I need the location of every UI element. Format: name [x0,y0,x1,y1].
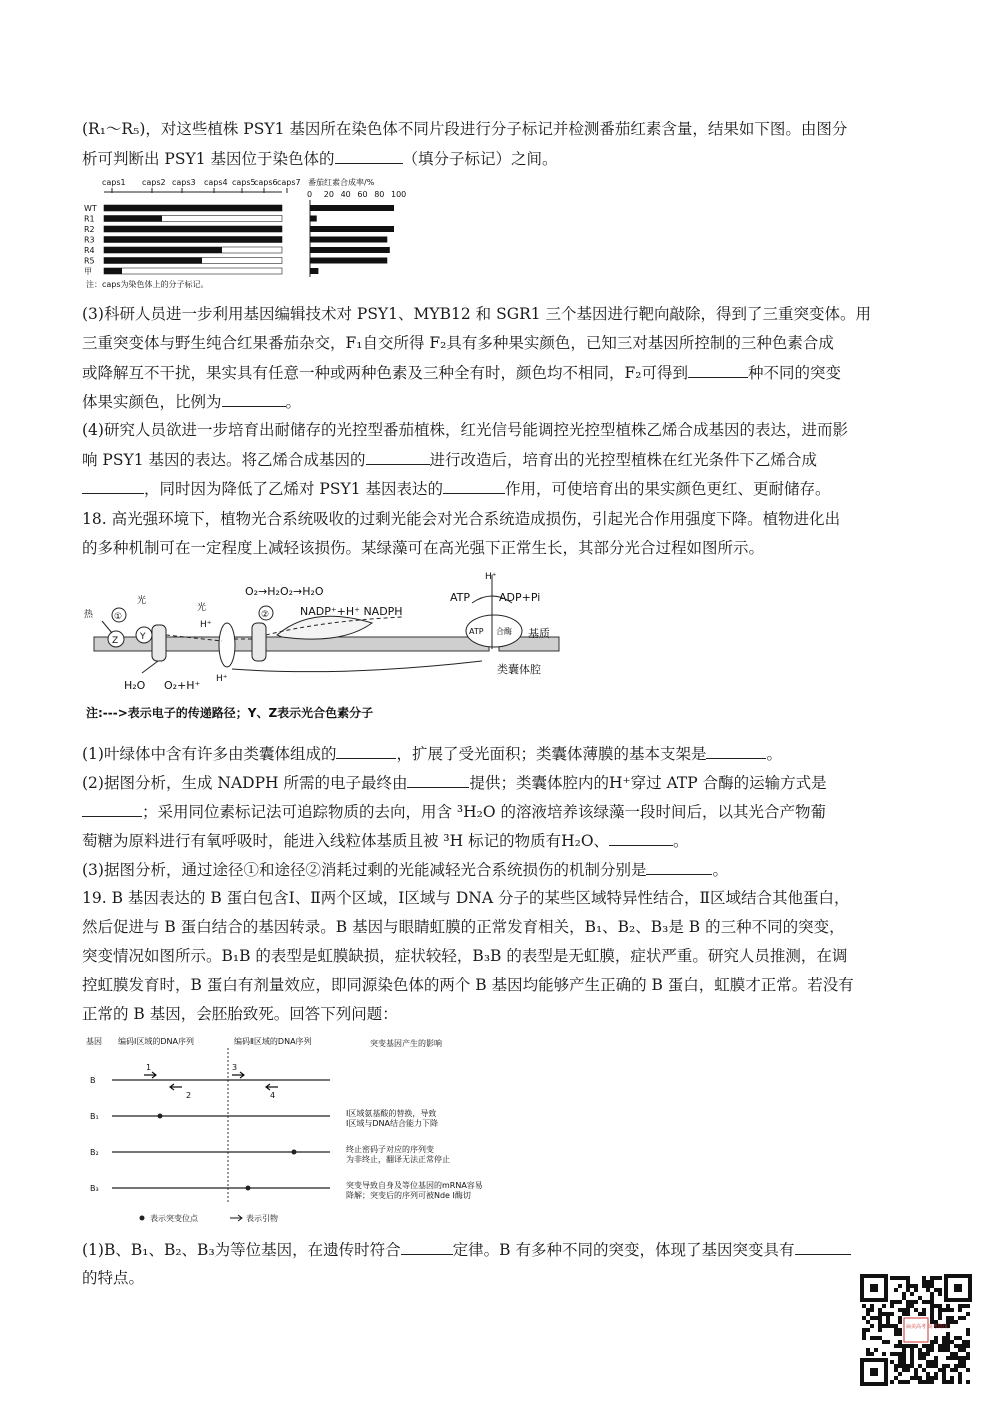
q18-2-line: ；采用同位素标记法可追踪物质的去向，用含 ³H₂O 的溶液培养该绿藻一段时间后，以其光合产物葡 [82,800,912,823]
header-region-1: 编码Ⅰ区域的DNA序列 [118,1037,194,1046]
q18-1-line: (1)叶绿体中含有许多由类囊体组成的 ，扩展了受光面积；类囊体薄膜的基本支架是 。 [82,742,912,765]
heat-label: 热 [84,610,94,620]
thylakoid-diagram [82,565,582,725]
axis-tick: 20 [323,190,334,199]
answer-blank[interactable] [795,1238,851,1255]
q17-4-line: ，同时因为降低了乙烯对 PSY1 基因表达的 作用，可使培育出的果实颜色更红、更耐储存。 [82,477,912,500]
chromosome-fill [104,237,282,243]
q17-3-line: (3)科研人员进一步利用基因编辑技术对 PSY1、MYB12 和 SGR1 三个基因进行靶向敲除，得到了三重突变体。用 [82,305,872,323]
effect-b1: Ⅰ区域与DNA结合能力下降 [346,1119,438,1128]
row-label: R4 [84,246,95,255]
svg-text:4: 4 [270,1091,276,1100]
marker-label: caps5 [232,178,256,187]
q17-3-line: 或降解互不干扰，果实具有任意一种或两种色素及三种全有时，颜色均不相同，F₂可得到 种不同的突变 [82,361,912,384]
q18-stem: 的多种机制可在一定程度上减轻该损伤。某绿藻可在高光强下正常生长，其部分光合过程如图所示。 [82,539,765,557]
marker-label: caps1 [102,178,126,187]
legend-point: 表示突变位点 [150,1214,198,1223]
svg-text:Y: Y [140,632,146,642]
q19-stem: 突变情况如图所示。B₁B 的表型是虹膜缺损，症状较轻，B₃B 的表型是无虹膜，症状严重。研究人员推测，在调 [82,947,848,965]
marker-label: caps2 [142,178,166,187]
light-label: 光 [137,596,147,606]
chromosome-fill [104,268,122,274]
cytochrome-protein [219,623,235,667]
effect-b3: 降解；突变后的序列可被Nde Ⅰ酶切 [346,1191,471,1200]
row-label: R1 [84,214,95,224]
atp-label: ATP [450,591,471,604]
answer-blank[interactable] [646,858,712,875]
axis-tick: 100 [391,190,407,199]
q18-3-line: (3)据图分析，通过途径①和途径②消耗过剩的光能减轻光合系统损伤的机制分别是 。 [82,858,912,881]
lumen-label: 类囊体腔 [497,663,541,676]
axis-tick: 80 [374,190,385,199]
rate-bar [310,205,394,211]
marker-label: caps3 [172,178,196,187]
svg-text:扁美高考 高考资讯: 扁美高考 高考资讯 [906,1324,948,1330]
nadp-label: NADP⁺+H⁺ NADPH [300,605,403,618]
q17-4-line: (4)研究人员欲进一步培育出耐储存的光控型番茄植株，红光信号能调控光控型植株乙烯合成基因的表达，进而影 [82,421,848,439]
stroma-label: 基质 [528,627,550,640]
figure-note: 注：caps为染色体上的分子标记。 [86,280,209,289]
hplus-label: H⁺ [216,674,228,684]
row-label: R3 [84,235,95,245]
route-1-label: ① [114,612,123,622]
answer-blank[interactable] [401,1238,453,1255]
chromosome-fill [104,205,282,211]
route-2-label: ② [261,610,270,620]
qr-logo [904,1318,928,1342]
legend-primer: 表示引物 [246,1214,278,1223]
answer-blank[interactable] [82,800,142,817]
answer-blank[interactable] [688,361,748,378]
effect-b2: 终止密码子对应的序列变 [346,1145,434,1154]
h2o-label: H₂O [124,679,146,692]
answer-blank[interactable] [443,477,505,494]
q18-2-line: (2)据图分析，生成 NADPH 所需的电子最终由 提供；类囊体腔内的H⁺穿过 ATP 合酶的运输方式是 [82,771,912,794]
marker-bar-figure [82,175,407,290]
mutation-point [292,1150,297,1155]
rate-bar [310,216,317,222]
answer-blank[interactable] [706,742,766,759]
marker-label: caps6 [254,178,278,187]
header-region-2: 编码Ⅱ区域的DNA序列 [234,1037,312,1046]
answer-blank[interactable] [82,477,144,494]
q19-1-line: 的特点。 [82,1269,145,1287]
o2-chain-label: O₂→H₂O₂→H₂O [245,585,324,598]
answer-blank[interactable] [222,390,286,407]
rate-bar [310,258,387,264]
q17-text-line: (R₁～R₅)，对这些植株 PSY1 基因所在染色体不同片段进行分子标记并检测番茄红素含量，结果如下图。由图分 [82,120,848,138]
row-label: R5 [84,256,95,266]
svg-text:Z: Z [112,636,119,646]
chromosome-bar [104,268,282,274]
header-effect: 突变基因产生的影响 [370,1039,442,1048]
chromosome-fill [104,216,162,222]
effect-b3: 突变导致自身及等位基因的mRNA容易 [346,1181,483,1190]
q17-3-line: 体果实颜色，比例为 。 [82,390,912,413]
svg-text:ATP: ATP [469,627,484,636]
svg-text:2: 2 [186,1091,192,1100]
adp-label: ADP+Pi [499,591,541,604]
mutation-point [158,1114,163,1119]
o2-h-label: O₂+H⁺ [164,679,201,692]
hplus-label: H⁺ [200,620,212,630]
photosystem-protein [152,625,166,661]
effect-b1: Ⅰ区域氨基酸的替换，导致 [346,1109,437,1118]
rate-bar [310,268,318,274]
gene-label: B₃ [90,1184,99,1193]
axis-tick: 60 [357,190,368,199]
row-label: WT [84,204,97,213]
qr-code[interactable] [862,1276,970,1384]
q18-2-line: 萄糖为原料进行有氧呼吸时，能进入线粒体基质且被 ³H 标记的物质有H₂O、 。 [82,829,912,852]
rate-bar [310,247,390,253]
row-label: R2 [84,225,95,234]
q19-stem: 19. B 基因表达的 B 蛋白包含Ⅰ、Ⅱ两个区域，Ⅰ区域与 DNA 分子的某些区域特异性结合，Ⅱ区域结合其他蛋白， [82,889,850,907]
svg-text:合酶: 合酶 [496,627,512,636]
chromosome-fill [104,258,202,264]
gene-label: B [90,1076,96,1085]
figure-note: 注:--->表示电子的传递路径；Y、Z表示光合色素分子 [86,706,374,720]
hplus-label: H⁺ [485,572,497,582]
svg-text:3: 3 [232,1063,238,1072]
q18-stem: 18. 高光强环境下，植物光合系统吸收的过剩光能会对光合系统造成损伤，引起光合作用强度下降。植物进化出 [82,510,841,528]
gene-label: B₂ [90,1148,99,1157]
q19-stem: 然后促进与 B 蛋白结合的基因转录。B 基因与眼睛虹膜的正常发育相关，B₁、B₂、B₃是 B 的三种不同的突变， [82,918,845,936]
row-label: 甲 [84,267,92,276]
svg-text:1: 1 [146,1063,152,1072]
effect-b2: 为非终止，翻译无法正常停止 [346,1155,450,1164]
q19-1-line: (1)B、B₁、B₂、B₃为等位基因，在遗传时符合 定律。B 有多种不同的突变，体现了基因突变具有 [82,1238,912,1261]
q19-stem: 控虹膜发育时，B 蛋白有剂量效应，即同源染色体的两个 B 基因均能够产生正确的 B 蛋白，虹膜才正常。若没有 [82,976,854,994]
gene-label: B₁ [90,1112,99,1121]
rate-bar [310,237,387,243]
q17-text-line: 析可判断出 PSY1 基因位于染色体的 （填分子标记）之间。 [82,147,912,170]
q17-3-line: 三重突变体与野生纯合红果番茄杂交，F₁自交所得 F₂具有多种果实颜色，已知三对基因所控制的三种色素合成 [82,334,834,352]
header-gene: 基因 [86,1037,102,1046]
q17-4-line: 响 PSY1 基因的表达。将乙烯合成基因的 进行改造后，培育出的光控型植株在红光条件下乙烯合成 [82,448,912,471]
answer-blank[interactable] [407,771,469,788]
answer-blank[interactable] [335,147,403,164]
axis-tick: 0 [307,190,313,199]
answer-blank[interactable] [609,829,673,846]
chromosome-fill [104,247,222,253]
chromosome-fill [104,226,282,232]
gene-mutation-diagram [82,1032,522,1227]
bar-chart-title: 番茄红素合成率/% [308,178,375,187]
answer-blank[interactable] [366,448,430,465]
q19-stem: 正常的 B 基因，会胚胎致死。回答下列问题： [82,1005,398,1023]
marker-label: caps7 [277,178,301,187]
light-label: 光 [197,603,207,613]
answer-blank[interactable] [336,742,396,759]
axis-tick: 40 [340,190,351,199]
rate-bar [310,226,394,232]
mutation-point [246,1186,251,1191]
photosystem-protein [252,623,266,661]
marker-label: caps4 [204,178,228,187]
